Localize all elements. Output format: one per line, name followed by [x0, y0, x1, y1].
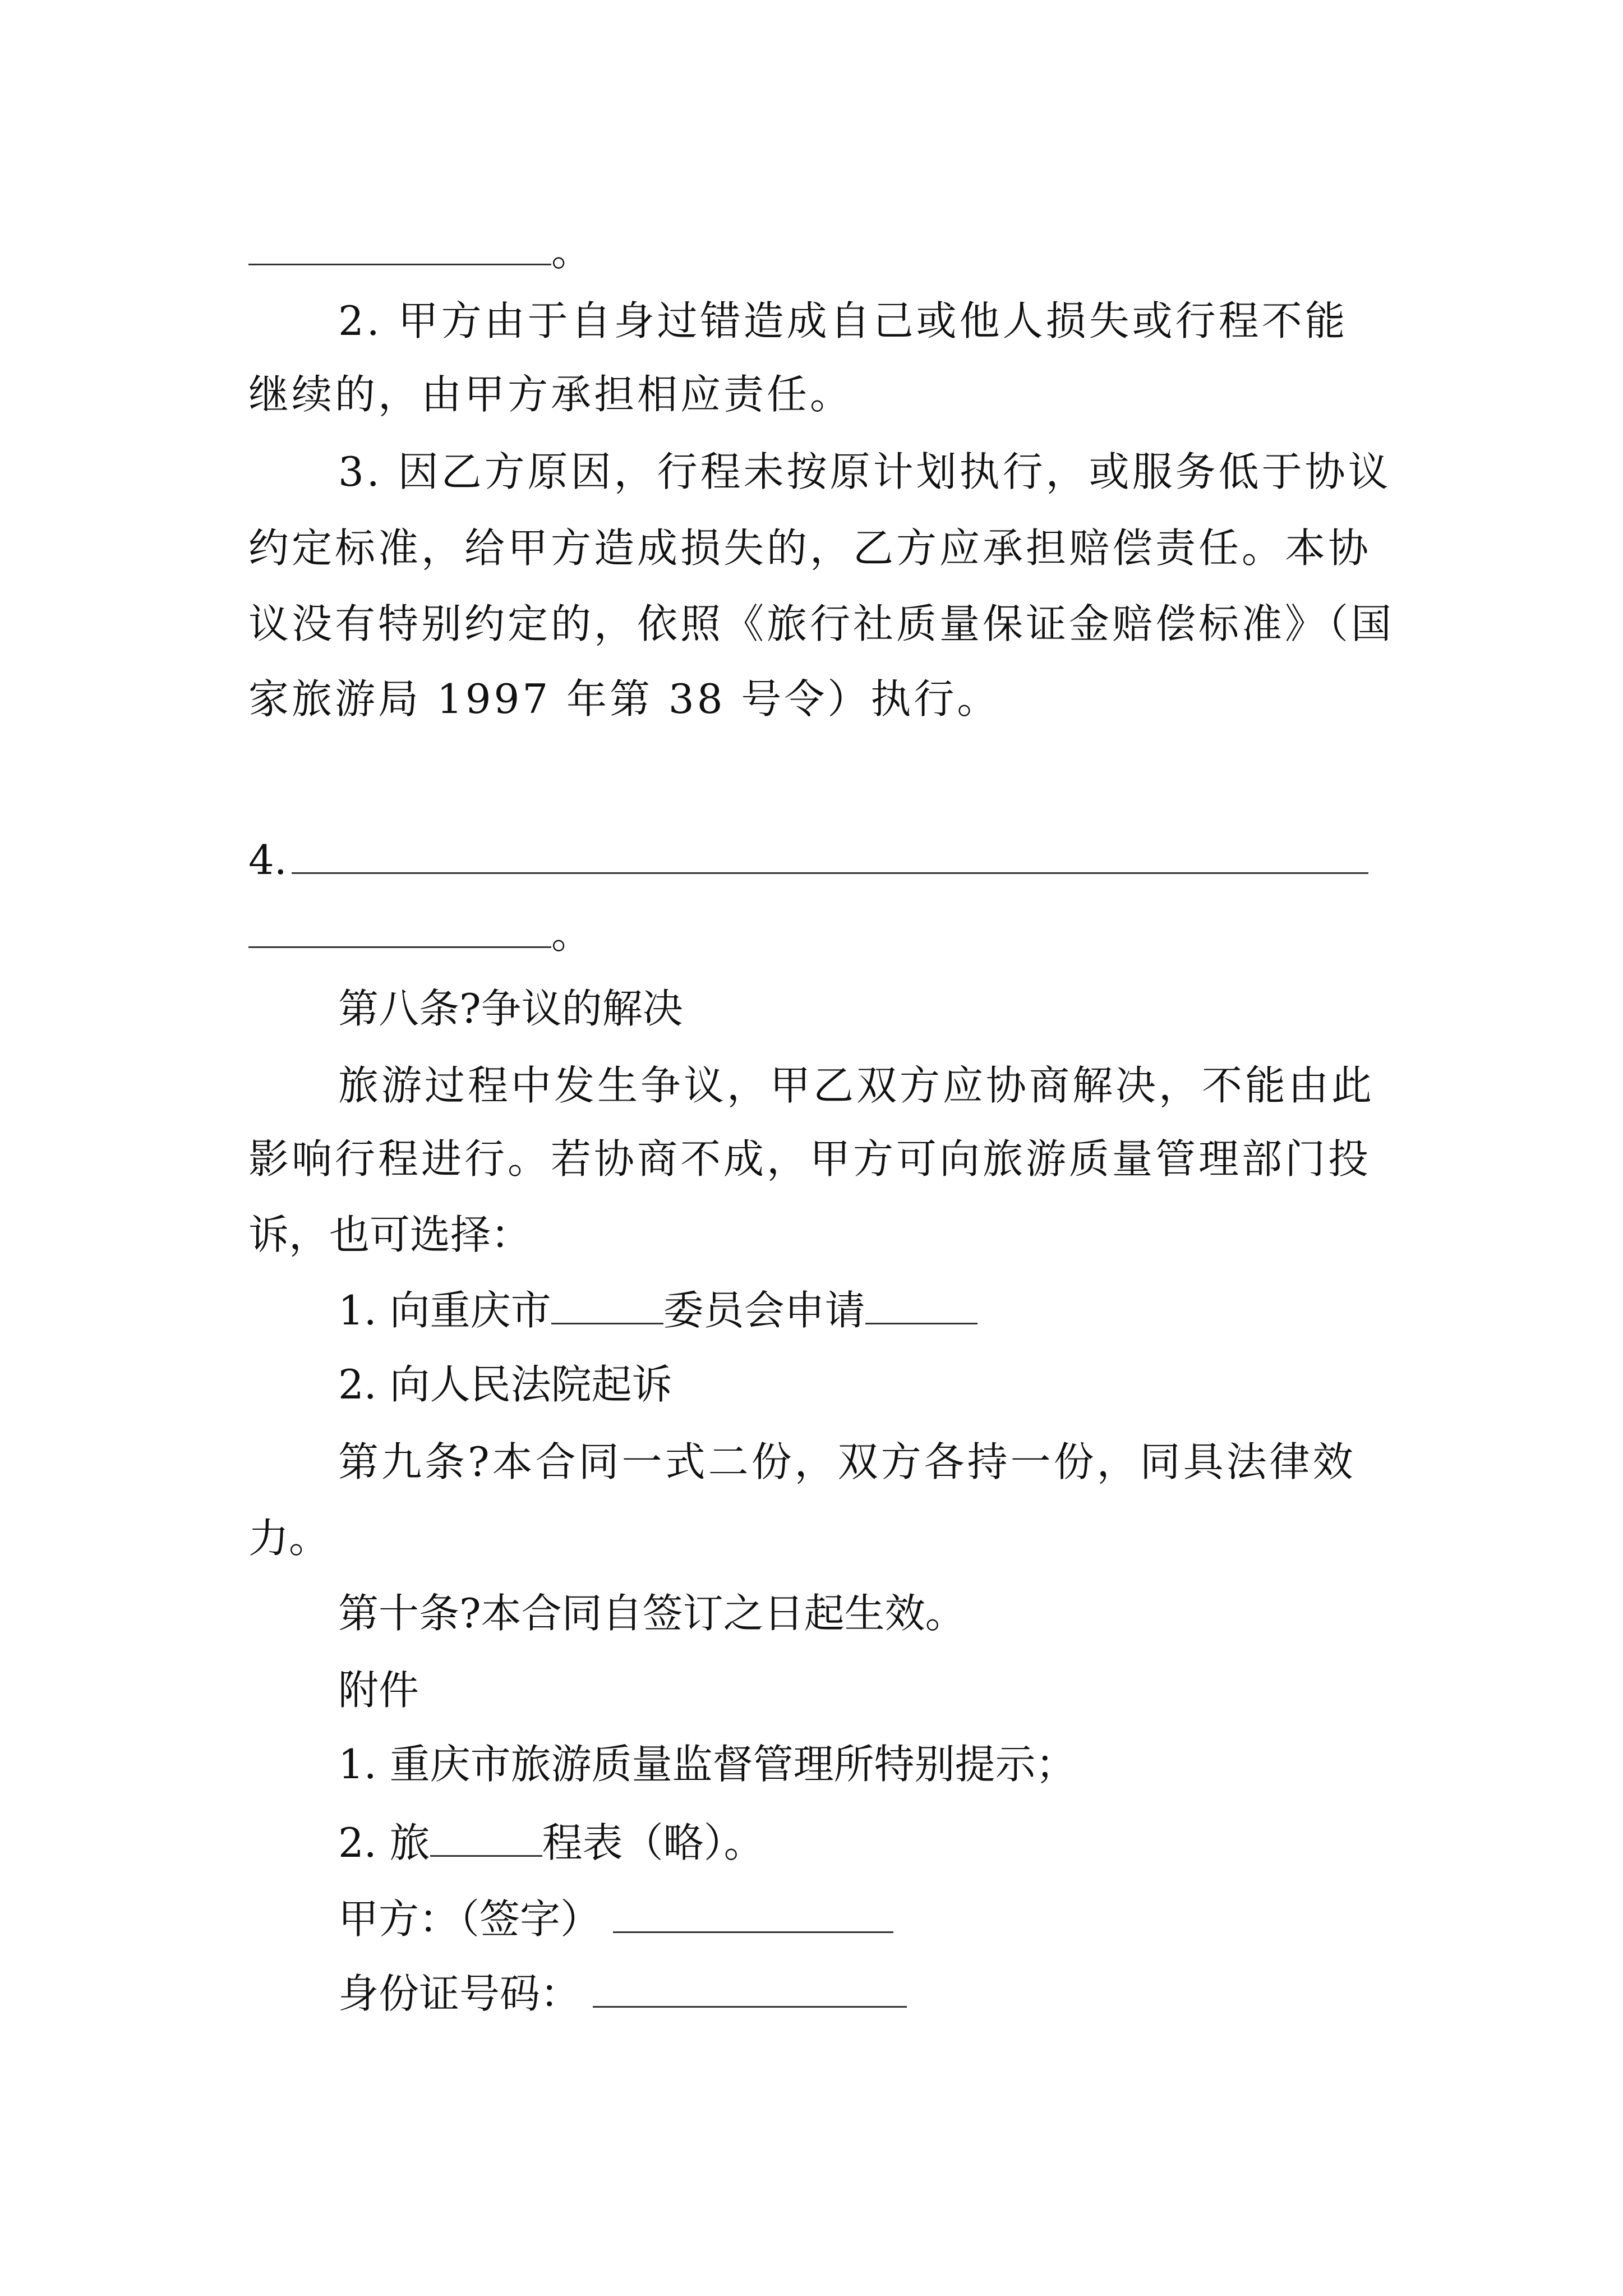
clause-3-line-2: 约定标准，给甲方造成损失的，乙方应承担赔偿责任。本协: [248, 524, 1372, 572]
line-text: 1. 向重庆市: [338, 1287, 551, 1334]
line-text: 。: [551, 910, 592, 958]
clause-3-line-1: 3. 因乙方原因，行程未按原计划执行，或服务低于协议: [338, 448, 1391, 495]
attachment-1-line: 1. 重庆市旅游质量监督管理所特别提示；: [338, 1741, 1076, 1788]
line-text: 程表（略）。: [542, 1819, 764, 1866]
article-8-line-1: 旅游过程中发生争议，甲乙双方应协商解决，不能由此: [338, 1062, 1375, 1109]
party-a-signature-line: [338, 1892, 893, 1945]
line-text: 委员会申请: [663, 1287, 865, 1334]
paragraph-continuation-line: [248, 224, 592, 277]
attachments-heading: 附件: [338, 1667, 419, 1714]
article-10-line: 第十条?本合同自签订之日起生效。: [338, 1590, 966, 1637]
signature-blank[interactable]: [613, 1892, 893, 1933]
fill-in-blank[interactable]: [248, 907, 551, 948]
fill-in-blank[interactable]: [865, 1283, 978, 1324]
article-9-line-2: 力。: [248, 1515, 330, 1562]
article-8-line-3: 诉，也可选择：: [248, 1211, 532, 1258]
line-text: 4.: [248, 836, 287, 884]
clause-3-line-4: 家旅游局 1997 年第 38 号令）执行。: [248, 675, 1000, 723]
fill-in-blank[interactable]: [292, 833, 1368, 874]
article-8-line-2: 影响行程进行。若协商不成，甲方可向旅游质量管理部门投: [248, 1135, 1372, 1182]
fill-in-blank[interactable]: [430, 1816, 542, 1857]
line-text: 2. 旅: [338, 1819, 430, 1866]
id-number-line: [338, 1967, 907, 2019]
article-8-heading: 第八条?争议的解决: [338, 985, 683, 1032]
id-number-blank[interactable]: [593, 1967, 907, 2008]
clause-4-line-2: [248, 907, 592, 960]
option-1-line: [338, 1283, 978, 1336]
line-text: 。: [551, 228, 592, 275]
option-2-line: 2. 向人民法院起诉: [338, 1361, 672, 1408]
article-9-line-1: 第九条?本合同一式二份，双方各持一份，同具法律效: [338, 1438, 1356, 1485]
clause-3-line-3: 议没有特别约定的，依照《旅行社质量保证金赔偿标准》（国: [248, 600, 1395, 647]
clause-2-line-2: 继续的，由甲方承担相应责任。: [248, 371, 854, 418]
fill-in-blank[interactable]: [248, 224, 551, 265]
clause-2-line-1: 2. 甲方由于自身过错造成自己或他人损失或行程不能: [338, 297, 1348, 344]
line-text: 甲方：（签字）: [338, 1895, 601, 1943]
fill-in-blank[interactable]: [551, 1283, 663, 1324]
attachment-2-line: [338, 1816, 764, 1869]
clause-4-line-1: [248, 833, 1368, 886]
line-text: 身份证号码：: [338, 1970, 581, 2017]
